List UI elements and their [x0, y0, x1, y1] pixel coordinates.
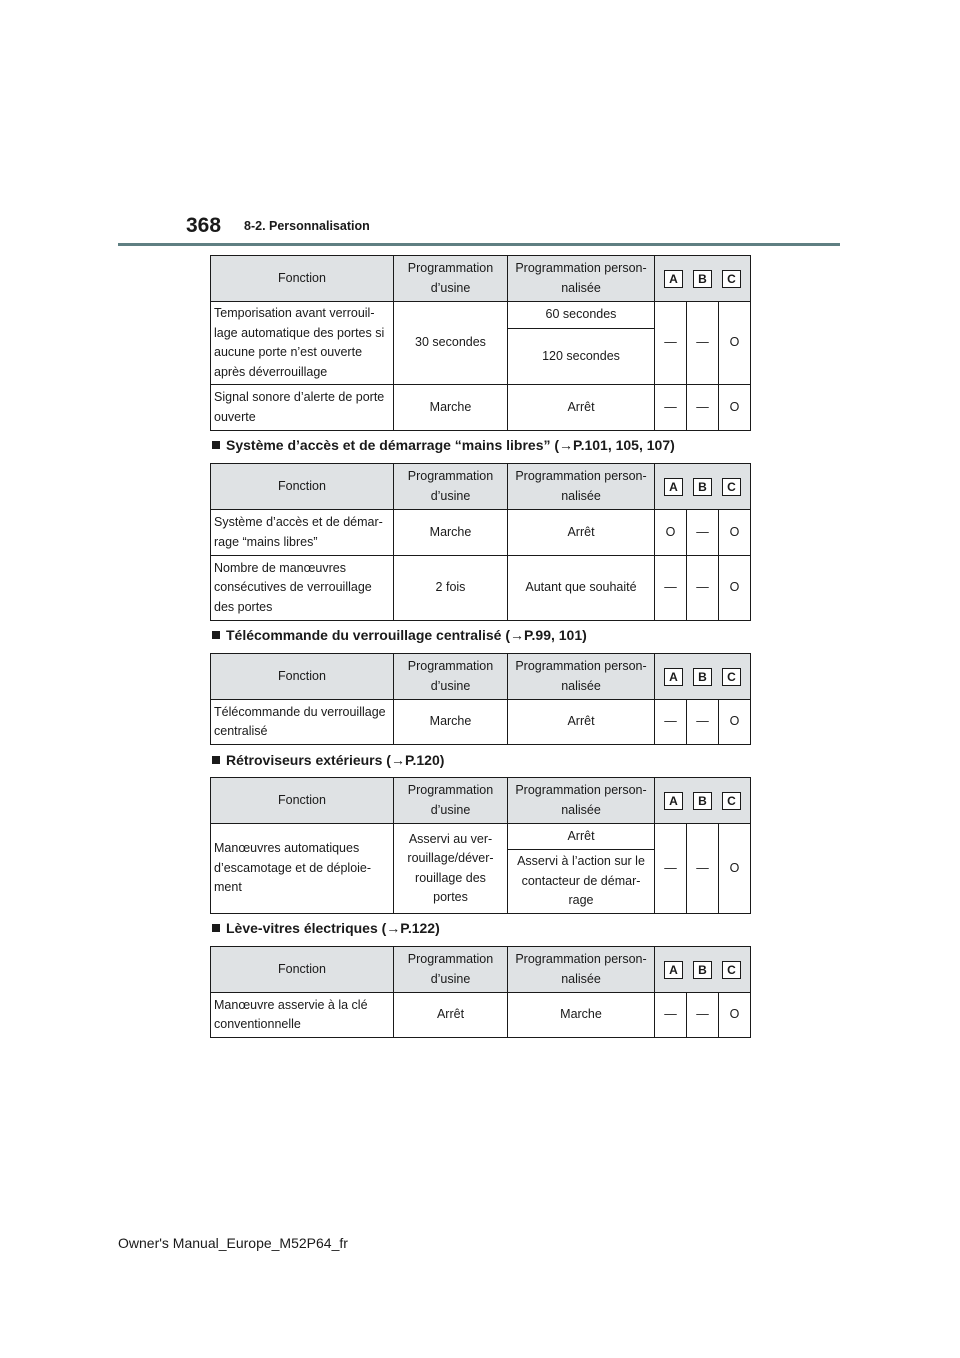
- badge-b-icon: B: [693, 961, 712, 979]
- cell-custom: Arrêt: [508, 510, 655, 556]
- section-title: 8-2. Personnalisation: [244, 219, 370, 233]
- table-header-row: [211, 947, 751, 993]
- settings-table-door-lock: [210, 255, 751, 431]
- badge-b-icon: B: [693, 668, 712, 686]
- bullet-square-icon: [212, 924, 220, 932]
- page-number: 368: [186, 214, 222, 237]
- settings-table-remote-lock: [210, 653, 751, 745]
- cell-factory: Marche: [394, 700, 508, 745]
- cell-a: —: [655, 824, 687, 914]
- cell-c: O: [719, 993, 751, 1038]
- cell-factory: Marche: [394, 510, 508, 556]
- header-factory: Programmation d’usine: [394, 947, 508, 993]
- badge-c-icon: C: [722, 961, 741, 979]
- table-row: [211, 510, 751, 556]
- header-factory: Programmation d’usine: [394, 464, 508, 510]
- cell-b: —: [687, 510, 719, 556]
- cell-a: O: [655, 510, 687, 556]
- header-abc: [655, 947, 751, 993]
- badge-a-icon: A: [664, 668, 683, 686]
- table-row: [211, 385, 751, 431]
- cell-custom: Autant que souhaité: [508, 556, 655, 621]
- badge-b-icon: B: [693, 478, 712, 496]
- settings-table-smart-entry: [210, 463, 751, 621]
- table-row: [211, 302, 751, 329]
- header-abc: [655, 256, 751, 302]
- cell-custom-option: 60 secondes: [508, 302, 655, 329]
- cell-c: O: [719, 556, 751, 621]
- section-heading: [212, 920, 440, 936]
- table-row: [211, 700, 751, 745]
- cell-custom: Arrêt: [508, 385, 655, 431]
- cell-a: —: [655, 700, 687, 745]
- header-function: Fonction: [211, 654, 394, 700]
- cell-c: O: [719, 302, 751, 385]
- cell-function: Signal sonore d’alerte de porte ouverte: [211, 385, 394, 431]
- table-row: [211, 993, 751, 1038]
- cell-custom-option: 120 secondes: [508, 328, 655, 384]
- table-header-row: [211, 778, 751, 824]
- header-function: Fonction: [211, 464, 394, 510]
- header-function: Fonction: [211, 947, 394, 993]
- cell-custom: Marche: [508, 993, 655, 1038]
- cell-factory: Marche: [394, 385, 508, 431]
- section-heading-text: Télécommande du verrouillage centralisé (→P.99, 101): [226, 627, 587, 643]
- cell-b: —: [687, 385, 719, 431]
- table-header-row: [211, 654, 751, 700]
- settings-table-power-windows: [210, 946, 751, 1038]
- badge-a-icon: A: [664, 792, 683, 810]
- header-factory: Programmation d’usine: [394, 778, 508, 824]
- cell-custom-option: Arrêt: [508, 824, 655, 850]
- cell-b: —: [687, 700, 719, 745]
- header-custom: Programmation person-nalisée: [508, 464, 655, 510]
- cell-c: O: [719, 385, 751, 431]
- header-function: Fonction: [211, 256, 394, 302]
- cell-a: —: [655, 302, 687, 385]
- cell-function: Manœuvre asservie à la clé conventionnelle: [211, 993, 394, 1038]
- cell-b: —: [687, 556, 719, 621]
- cell-function: Nombre de manœuvres consécutives de verrouillage des portes: [211, 556, 394, 621]
- badge-c-icon: C: [722, 270, 741, 288]
- cell-b: —: [687, 302, 719, 385]
- section-heading-text: Rétroviseurs extérieurs (→P.120): [226, 752, 445, 768]
- table-row: [211, 824, 751, 850]
- badge-c-icon: C: [722, 668, 741, 686]
- badge-b-icon: B: [693, 270, 712, 288]
- header-abc: [655, 654, 751, 700]
- cell-c: O: [719, 700, 751, 745]
- cell-c: O: [719, 824, 751, 914]
- cell-a: —: [655, 993, 687, 1038]
- badge-c-icon: C: [722, 792, 741, 810]
- cell-function: Temporisation avant verrouil-lage automatique des portes si aucune porte n’est ouverte après déverrouillage: [211, 302, 394, 385]
- section-heading-text: Lève-vitres électriques (→P.122): [226, 920, 440, 936]
- section-heading: [212, 752, 444, 768]
- badge-a-icon: A: [664, 270, 683, 288]
- cell-custom: Arrêt: [508, 700, 655, 745]
- header-custom: Programmation person-nalisée: [508, 654, 655, 700]
- cell-factory: 2 fois: [394, 556, 508, 621]
- bullet-square-icon: [212, 756, 220, 764]
- header-function: Fonction: [211, 778, 394, 824]
- cell-function: Manœuvres automatiques d’escamotage et de déploie-ment: [211, 824, 394, 914]
- cell-b: —: [687, 993, 719, 1038]
- table-header-row: [211, 464, 751, 510]
- header-divider: [118, 243, 840, 246]
- cell-function: Système d’accès et de démar-rage “mains libres”: [211, 510, 394, 556]
- cell-a: —: [655, 385, 687, 431]
- section-heading: [212, 627, 587, 643]
- section-heading-text: Système d’accès et de démarrage “mains libres” (→P.101, 105, 107): [226, 437, 675, 453]
- bullet-square-icon: [212, 441, 220, 449]
- cell-b: —: [687, 824, 719, 914]
- header-custom: Programmation person-nalisée: [508, 947, 655, 993]
- cell-c: O: [719, 510, 751, 556]
- table-header-row: [211, 256, 751, 302]
- badge-a-icon: A: [664, 961, 683, 979]
- cell-function: Télécommande du verrouillage centralisé: [211, 700, 394, 745]
- cell-factory: 30 secondes: [394, 302, 508, 385]
- cell-a: —: [655, 556, 687, 621]
- header-abc: [655, 778, 751, 824]
- table-row: [211, 556, 751, 621]
- badge-c-icon: C: [722, 478, 741, 496]
- section-heading: [212, 437, 675, 453]
- settings-table-mirrors: [210, 777, 751, 914]
- header-abc: [655, 464, 751, 510]
- cell-custom-option: Asservi à l’action sur le contacteur de démar-rage: [508, 850, 655, 914]
- cell-factory: Arrêt: [394, 993, 508, 1038]
- bullet-square-icon: [212, 631, 220, 639]
- header-factory: Programmation d’usine: [394, 256, 508, 302]
- header-custom: Programmation person-nalisée: [508, 778, 655, 824]
- header-custom: Programmation person-nalisée: [508, 256, 655, 302]
- badge-b-icon: B: [693, 792, 712, 810]
- header-factory: Programmation d’usine: [394, 654, 508, 700]
- badge-a-icon: A: [664, 478, 683, 496]
- footer-text: Owner's Manual_Europe_M52P64_fr: [118, 1235, 348, 1251]
- cell-factory: Asservi au ver-rouillage/déver-rouillage des portes: [394, 824, 508, 914]
